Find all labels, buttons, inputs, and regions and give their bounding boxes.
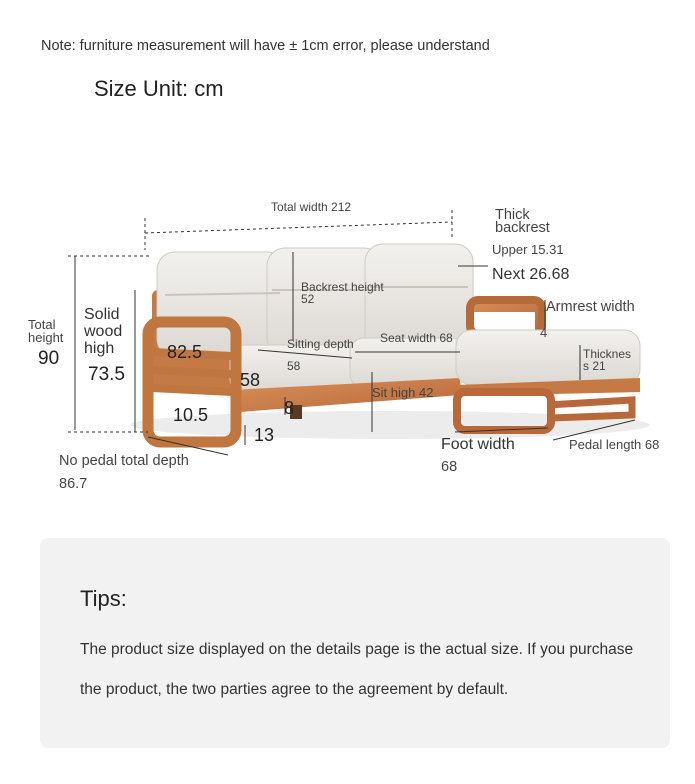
thickness-label: Thicknes s 21 — [583, 347, 632, 373]
backrest-height-value: 52 — [301, 292, 315, 306]
ottoman-frame-side — [548, 400, 632, 418]
armrest-width-value: 4 — [540, 325, 548, 340]
leg-height-value: 8 — [284, 398, 295, 418]
arm-slat — [152, 370, 232, 374]
no-pedal-depth-label: No pedal total depth — [59, 453, 189, 469]
measurement-note: Note: furniture measurement will have ± 1cm error, please understand — [41, 38, 490, 54]
thick-backrest-label: Thick backrest — [495, 207, 550, 236]
seat-depth-value: 58 — [240, 370, 261, 390]
tips-body: The product size displayed on the details page is the actual size. If you purchase the product, the two parties agree to the agreement by default. — [80, 641, 634, 698]
lower-thickness-label: Next 26.68 — [492, 266, 570, 283]
seat-width-label: Seat width 68 — [380, 331, 453, 345]
no-pedal-depth-value: 86.7 — [59, 476, 88, 492]
solid-wood-high-label: Solid wood high — [84, 306, 123, 357]
size-unit-label: Size Unit: cm — [94, 76, 224, 101]
pedal-length-label: Pedal length 68 — [569, 437, 660, 452]
sitting-depth-label: Sitting depth — [287, 337, 354, 351]
solid-wood-high-value: 73.5 — [88, 364, 125, 385]
sit-high-label: Sit high 42 — [372, 385, 434, 400]
total-height-value: 90 — [38, 348, 60, 369]
leg-gap-value: 10.5 — [173, 405, 209, 425]
tips-panel — [40, 538, 670, 748]
arm-depth-value: 82.5 — [167, 342, 203, 362]
tips-title: Tips: — [80, 586, 127, 611]
arm-slat — [152, 388, 232, 392]
total-height-label: Total height — [28, 317, 64, 345]
upper-thickness-label: Upper 15.31 — [492, 242, 564, 257]
backrest-height-label: Backrest height — [301, 280, 384, 294]
foot-width-label: Foot width — [441, 436, 515, 453]
armrest-width-label: Armrest width — [546, 299, 635, 315]
base-height-value: 13 — [254, 425, 275, 445]
total-width-line — [145, 222, 452, 233]
foot-width-value: 68 — [441, 459, 458, 475]
sitting-depth-value: 58 — [287, 359, 301, 373]
total-width-label: Total width 212 — [271, 200, 352, 214]
